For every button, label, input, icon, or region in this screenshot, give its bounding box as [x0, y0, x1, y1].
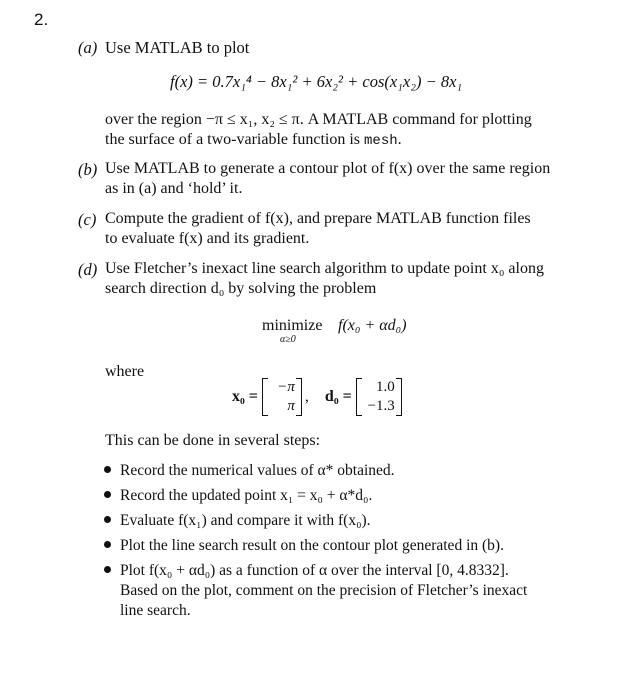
x0-vector: [262, 378, 302, 416]
vector-definitions: [232, 378, 402, 416]
minimize-expression: f(x₀ + αd₀): [338, 317, 407, 334]
steps-intro: This can be done in several steps:: [105, 432, 321, 449]
part-a-text: Use MATLAB to plot: [105, 38, 250, 57]
bullet-continuation-2: line search.: [120, 602, 191, 619]
part-a-region-line1: over the region −π ≤ x₁, x₂ ≤ π. A MATLAB command for plotting: [105, 111, 532, 128]
x0-entry-2: π: [287, 398, 295, 414]
mesh-command: mesh: [364, 133, 398, 149]
minimize-word: minimize: [262, 317, 323, 334]
list-item: [104, 511, 371, 531]
bullet-dot: [104, 516, 111, 523]
part-c-label: (c): [78, 210, 97, 229]
d0-entry-2: −1.3: [367, 398, 395, 414]
vector-comma: ,: [304, 388, 309, 405]
question-number: 2.: [34, 10, 49, 29]
d0-vector: [356, 378, 402, 416]
part-c-line2: to evaluate f(x) and its gradient.: [105, 230, 310, 247]
bullet-dot: [104, 566, 111, 573]
part-a-region-line2: [105, 130, 402, 151]
list-item: [104, 461, 395, 481]
x0-entry-1: −π: [277, 379, 295, 395]
part-a-equation: f(x) = 0.7x₁⁴ − 8x₁² + 6x₂² + cos(x₁x₂) − 8x₁: [170, 72, 463, 91]
d0-entry-1: 1.0: [375, 379, 395, 395]
part-a-label: (a): [78, 38, 98, 57]
bullet-dot: [104, 541, 111, 548]
bullet-text: Record the numerical values of α* obtained.: [120, 462, 395, 479]
d0-label: d₀ =: [324, 388, 352, 405]
part-c-line1: Compute the gradient of f(x), and prepare MATLAB function files: [105, 210, 531, 227]
part-b-line1: Use MATLAB to generate a contour plot of f(x) over the same region: [105, 160, 551, 177]
part-b-line2: as in (a) and ‘hold’ it.: [105, 180, 243, 197]
x0-label: x₀ =: [232, 388, 258, 405]
part-a-region-text: the surface of a two-variable function is: [105, 131, 361, 148]
part-b-label: (b): [78, 160, 98, 179]
list-item: [104, 536, 504, 556]
bullet-dot: [104, 491, 111, 498]
where-label: where: [105, 363, 145, 380]
part-d-line2: search direction d₀ by solving the problem: [105, 280, 377, 297]
minimize-constraint: α≥0: [280, 334, 296, 345]
part-d-label: (d): [78, 260, 98, 279]
bullet-text: Evaluate f(x₁) and compare it with f(x₀).: [120, 512, 371, 529]
bullet-dot: [104, 466, 111, 473]
list-item: [104, 486, 372, 506]
part-d-line1: Use Fletcher’s inexact line search algorithm to update point x₀ along: [105, 260, 544, 277]
list-item: [104, 561, 509, 581]
bullet-text: Record the updated point x₁ = x₀ + α*d₀.: [120, 487, 373, 504]
part-a-period: .: [397, 131, 402, 148]
bullet-text: Plot the line search result on the contour plot generated in (b).: [120, 537, 504, 554]
bullet-text: Plot f(x₀ + αd₀) as a function of α over the interval [0, 4.8332].: [120, 562, 509, 579]
bullet-continuation-1: Based on the plot, comment on the precision of Fletcher’s inexact: [120, 582, 528, 599]
